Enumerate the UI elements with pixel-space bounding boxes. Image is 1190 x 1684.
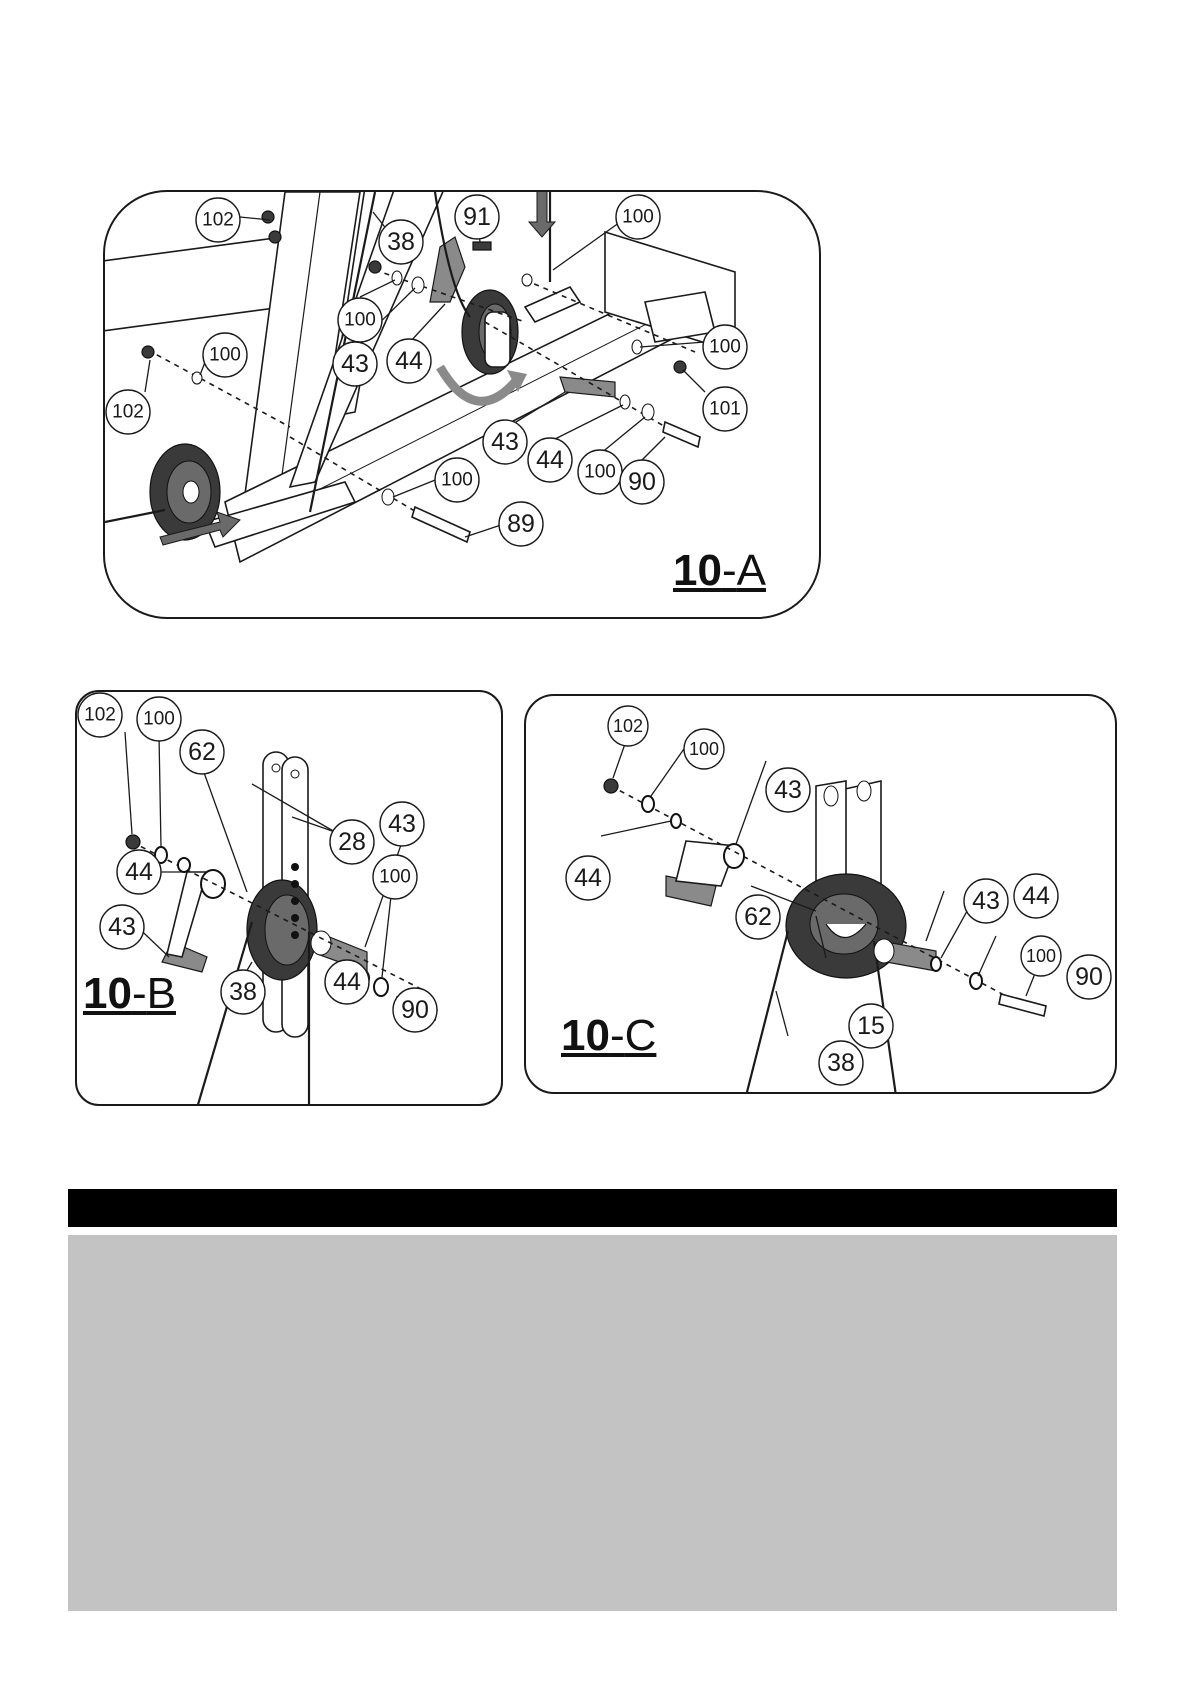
callout-10b-9 [325,960,369,1004]
callout-10a-2 [379,220,423,264]
step-label-10c: 10-C [561,1011,657,1060]
callout-label: 62 [188,738,216,766]
callout-10b-2 [137,697,181,741]
diagram-10b [75,690,503,1106]
callout-label: 100 [622,206,654,228]
diagram-10b-callouts [77,692,503,1106]
callout-label: 44 [395,347,423,375]
callout-10a-6 [333,342,377,386]
step-letter: A [736,546,766,595]
callout-label: 100 [143,708,175,730]
callout-label: 91 [463,203,491,231]
callout-10c-6 [964,879,1008,923]
callout-10a-17 [499,502,543,546]
step-letter: B [146,969,176,1018]
callout-label: 100 [344,309,376,331]
callout-label: 43 [388,810,416,838]
callout-10b-7 [373,855,417,899]
callout-label: 43 [108,913,136,941]
callout-label: 102 [612,716,644,736]
callout-10a-1 [196,198,240,242]
callout-10a-10 [703,387,747,431]
callout-10a-5 [338,298,382,342]
callout-10a-3 [455,195,499,239]
callout-label: 44 [574,864,602,892]
callout-label: 28 [338,828,366,856]
callout-label: 43 [774,776,802,804]
callout-10b-3 [180,730,224,774]
callout-label: 90 [628,468,656,496]
callout-label: 90 [1075,963,1103,991]
callout-10c-11 [819,1041,863,1085]
callout-10a-12 [483,420,527,464]
callout-10b-11 [221,970,265,1014]
callout-label: 100 [441,469,473,491]
callout-label: 44 [536,446,564,474]
callout-label: 38 [387,228,415,256]
callout-label: 100 [688,739,720,759]
step-letter: C [624,1011,657,1060]
callout-label: 100 [379,866,411,888]
diagram-10a [103,190,821,619]
diagram-10c [524,694,1117,1094]
callout-10b-5 [330,820,374,864]
callout-label: 15 [857,1012,885,1040]
callout-10c-7 [1014,874,1058,918]
callout-label: 43 [491,428,519,456]
callout-10a-9 [703,325,747,369]
step-number: 10 [83,969,132,1018]
step-number: 10 [673,546,722,595]
callout-label: 44 [125,858,153,886]
callout-10b-6 [380,802,424,846]
callout-10a-7 [387,339,431,383]
callout-10c-1 [608,706,648,746]
step-label-10a: 10-A [673,546,766,595]
callout-10c-9 [1067,955,1111,999]
callout-10a-15 [620,460,664,504]
callout-label: 101 [709,398,741,420]
callout-label: 102 [84,704,116,726]
text-area-placeholder [68,1235,1117,1611]
callout-10b-4 [117,850,161,894]
callout-10c-3 [766,768,810,812]
callout-10c-2 [684,729,724,769]
callout-label: 102 [202,209,234,231]
header-bar [68,1189,1117,1227]
callout-10a-11 [106,390,150,434]
callout-label: 43 [341,350,369,378]
callout-label: 89 [507,510,535,538]
callout-10c-8 [1021,936,1061,976]
callout-label: 100 [709,336,741,358]
callout-10a-13 [528,438,572,482]
callout-label: 90 [401,996,429,1024]
callout-10a-14 [578,450,622,494]
callout-label: 102 [112,401,144,423]
callout-label: 100 [1025,946,1057,966]
callout-10c-5 [736,895,780,939]
callout-10c-4 [566,856,610,900]
callout-10a-16 [435,458,479,502]
callout-10b-1 [78,693,122,737]
callout-label: 44 [1022,882,1050,910]
callout-10a-8 [203,333,247,377]
callout-label: 62 [744,903,772,931]
callout-label: 43 [972,887,1000,915]
callout-label: 44 [333,968,361,996]
callout-label: 38 [229,978,257,1006]
callout-label: 100 [584,461,616,483]
step-label-10b: 10-B [83,969,176,1018]
step-number: 10 [561,1011,610,1060]
callout-10b-10 [393,988,437,1032]
callout-10b-8 [100,905,144,949]
callout-10a-4 [616,195,660,239]
callout-10c-10 [849,1004,893,1048]
callout-label: 38 [827,1049,855,1077]
callout-label: 100 [209,344,241,366]
